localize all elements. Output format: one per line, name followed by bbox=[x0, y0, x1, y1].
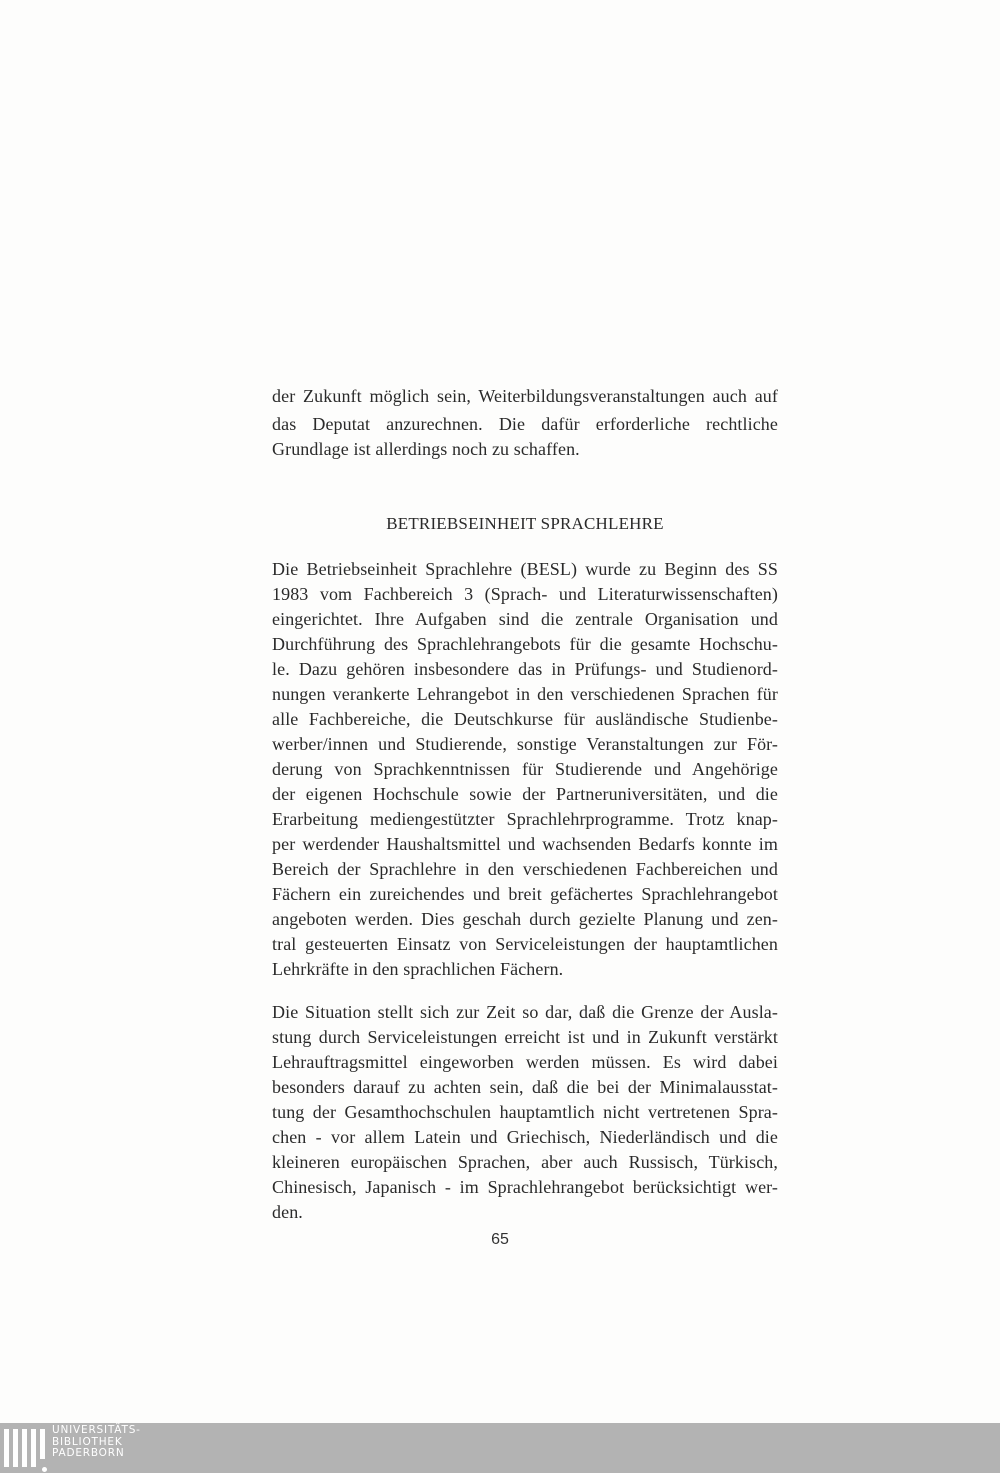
library-footer-bar bbox=[0, 1423, 1000, 1473]
text-line: per werdender Haushaltsmittel und wachsenden Bedarfs konnte im bbox=[272, 834, 778, 854]
text-line: derung von Sprachkenntnissen für Studierende und Angehörige bbox=[272, 759, 778, 779]
text-line: stung durch Serviceleistungen erreicht ist und in Zukunft verstärkt bbox=[272, 1027, 778, 1047]
text-line: das Deputat anzurechnen. Die dafür erforderliche rechtliche bbox=[272, 414, 778, 434]
logo-line: UNIVERSITÄTS- bbox=[52, 1424, 141, 1436]
text-line: werber/innen und Studierende, sonstige Veranstaltungen zur För- bbox=[272, 734, 778, 754]
text-line: alle Fachbereiche, die Deutschkurse für ausländische Studienbe- bbox=[272, 709, 778, 729]
text-line: le. Dazu gehören insbesondere das in Prüfungs- und Studienord- bbox=[272, 659, 778, 679]
text-line: kleineren europäischen Sprachen, aber auch Russisch, Türkisch, bbox=[272, 1152, 778, 1172]
text-line: Durchführung des Sprachlehrangebots für die gesamte Hochschu- bbox=[272, 634, 778, 654]
text-line: Erarbeitung mediengestützter Sprachlehrprogramme. Trotz knap- bbox=[272, 809, 778, 829]
text-line: nungen verankerte Lehrangebot in den verschiedenen Sprachen für bbox=[272, 684, 778, 704]
text-line: besonders darauf zu achten sein, daß die bei der Minimalausstat- bbox=[272, 1077, 778, 1097]
text-line: Lehrkräfte in den sprachlichen Fächern. bbox=[272, 959, 564, 979]
text-line: Bereich der Sprachlehre in den verschiedenen Fachbereichen und bbox=[272, 859, 778, 879]
text-line: tung der Gesamthochschulen hauptamtlich nicht vertretenen Spra- bbox=[272, 1102, 778, 1122]
text-line: Die Situation stellt sich zur Zeit so dar, daß die Grenze der Ausla- bbox=[272, 1002, 778, 1022]
text-line: den. bbox=[272, 1202, 303, 1222]
text-line: chen - vor allem Latein und Griechisch, Niederländisch und die bbox=[272, 1127, 778, 1147]
text-line: Chinesisch, Japanisch - im Sprachlehrangebot berücksichtigt wer- bbox=[272, 1177, 778, 1197]
text-line: tral gesteuerten Einsatz von Serviceleistungen der hauptamtlichen bbox=[272, 934, 778, 954]
text-line: Grundlage ist allerdings noch zu schaffen. bbox=[272, 439, 580, 459]
library-logo-text bbox=[52, 1425, 141, 1460]
section-heading: BETRIEBSEINHEIT SPRACHLEHRE bbox=[386, 514, 664, 533]
text-line: Lehrauftragsmittel eingeworben werden müssen. Es wird dabei bbox=[272, 1052, 778, 1072]
logo-line: BIBLIOTHEK bbox=[52, 1435, 123, 1448]
text-line: angeboten werden. Dies geschah durch gezielte Planung und zen- bbox=[272, 909, 778, 929]
library-logo-icon bbox=[4, 1429, 44, 1469]
text-line: der eigenen Hochschule sowie der Partneruniversitäten, und die bbox=[272, 784, 778, 804]
page-number: 65 bbox=[491, 1231, 509, 1248]
text-line: der Zukunft möglich sein, Weiterbildungsveranstaltungen auch auf bbox=[272, 386, 778, 406]
logo-line: PADERBORN bbox=[52, 1447, 125, 1459]
text-line: Die Betriebseinheit Sprachlehre (BESL) wurde zu Beginn des SS bbox=[272, 559, 778, 579]
text-line: eingerichtet. Ihre Aufgaben sind die zentrale Organisation und bbox=[272, 609, 778, 629]
text-line: Fächern ein zureichendes und breit gefächertes Sprachlehrangebot bbox=[272, 884, 778, 904]
text-line: 1983 vom Fachbereich 3 (Sprach- und Literaturwissenschaften) bbox=[272, 584, 778, 604]
